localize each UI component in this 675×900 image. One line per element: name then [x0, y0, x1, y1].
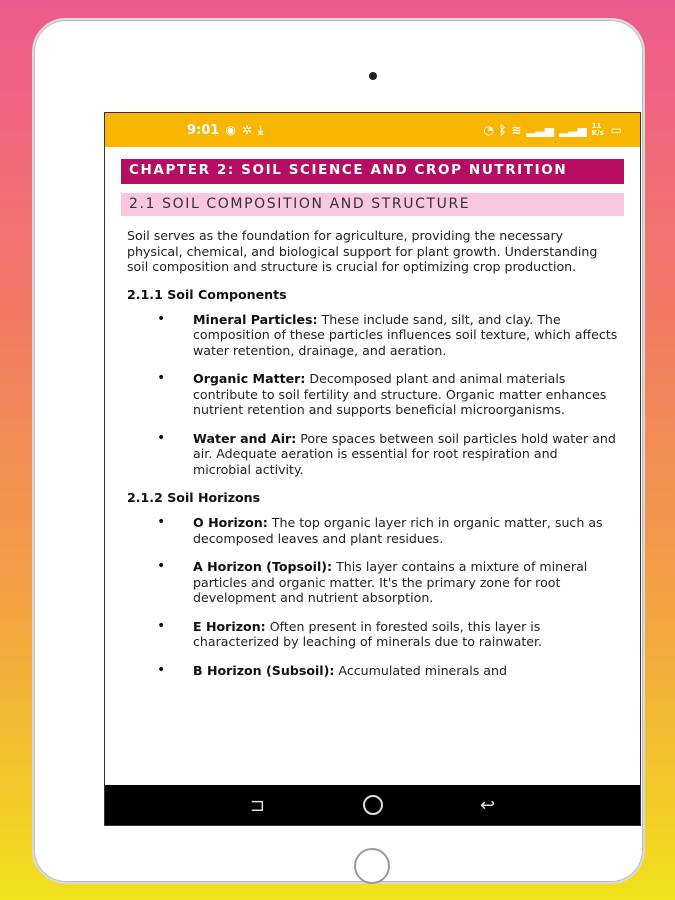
item-text: Accumulated minerals and	[334, 662, 507, 678]
data-speed-text: 11 K/s	[591, 122, 604, 137]
recent-apps-icon[interactable]: ⊐	[249, 794, 266, 816]
item-term: A Horizon (Topsoil):	[193, 559, 333, 574]
chapter-title: CHAPTER 2: SOIL SCIENCE AND CROP NUTRITION	[121, 159, 624, 184]
item-term: Organic Matter:	[193, 371, 306, 386]
alarm-icon: ◔	[483, 123, 495, 137]
device-screen	[104, 112, 641, 826]
item-text: These include sand, silt, and clay. The composition of these particles influences soil texture, which affects water retention, drainage, and aeration.	[193, 311, 618, 358]
signal-icon: ▂▃▅	[558, 123, 587, 137]
item-term: E Horizon:	[193, 618, 266, 634]
download-icon: ⤓	[257, 123, 264, 137]
soil-horizons-list	[121, 515, 624, 678]
item-text: Often present in forested soils, this layer is characterized by leaching of minerals due to rainwater.	[193, 618, 543, 649]
status-time: 9:01	[187, 122, 220, 138]
battery-icon: ▭	[610, 123, 622, 137]
physical-home-button[interactable]	[354, 848, 390, 884]
item-text: Pore spaces between soil particles hold water and air. Adequate aeration is essential for root respiration and microbial activity.	[193, 430, 616, 477]
item-term: Mineral Particles:	[193, 311, 318, 327]
camera-dot	[369, 72, 377, 80]
whatsapp-icon: ◉	[225, 123, 236, 137]
list-item	[193, 619, 618, 650]
navigation-bar	[105, 785, 640, 825]
soil-components-list	[121, 312, 624, 478]
back-icon[interactable]: ↩	[479, 794, 496, 816]
list-item	[193, 371, 618, 418]
home-nav-icon[interactable]	[363, 795, 383, 815]
status-bar	[105, 113, 640, 147]
item-text: This layer contains a mixture of mineral particles and organic matter. It's the primary zone for root development and nutrient absorption.	[193, 559, 588, 605]
intro-paragraph: Soil serves as the foundation for agriculture, providing the necessary physical, chemical, and biological support for plant growth. Understanding soil composition and structure is crucial for optimizing crop production.	[127, 228, 598, 274]
wifi-icon: ≋	[511, 123, 522, 137]
signal-icon: ▂▃▅	[526, 123, 554, 137]
list-item	[193, 515, 618, 546]
item-term: O Horizon:	[193, 515, 268, 530]
item-term: B Horizon (Subsoil):	[193, 662, 335, 678]
subsection-heading: 2.1.1 Soil Components	[127, 286, 287, 302]
tablet-frame	[32, 18, 645, 884]
bluetooth-icon: ᛒ	[499, 123, 507, 137]
list-item	[193, 663, 618, 679]
reader-content[interactable]	[105, 147, 640, 787]
list-item	[193, 431, 618, 478]
list-item	[193, 312, 618, 359]
section-title: 2.1 SOIL COMPOSITION AND STRUCTURE	[121, 193, 624, 216]
item-term: Water and Air:	[193, 430, 297, 446]
item-text: Decomposed plant and animal materials contribute to soil fertility and structure. Organic matter enhances nutrient retention and supports beneficial microorganisms.	[193, 371, 607, 417]
subsection-heading: 2.1.2 Soil Horizons	[127, 490, 261, 505]
item-text: The top organic layer rich in organic matter, such as decomposed leaves and plant residues.	[193, 515, 603, 546]
settings-icon: ✲	[241, 123, 252, 137]
list-item	[193, 559, 618, 606]
